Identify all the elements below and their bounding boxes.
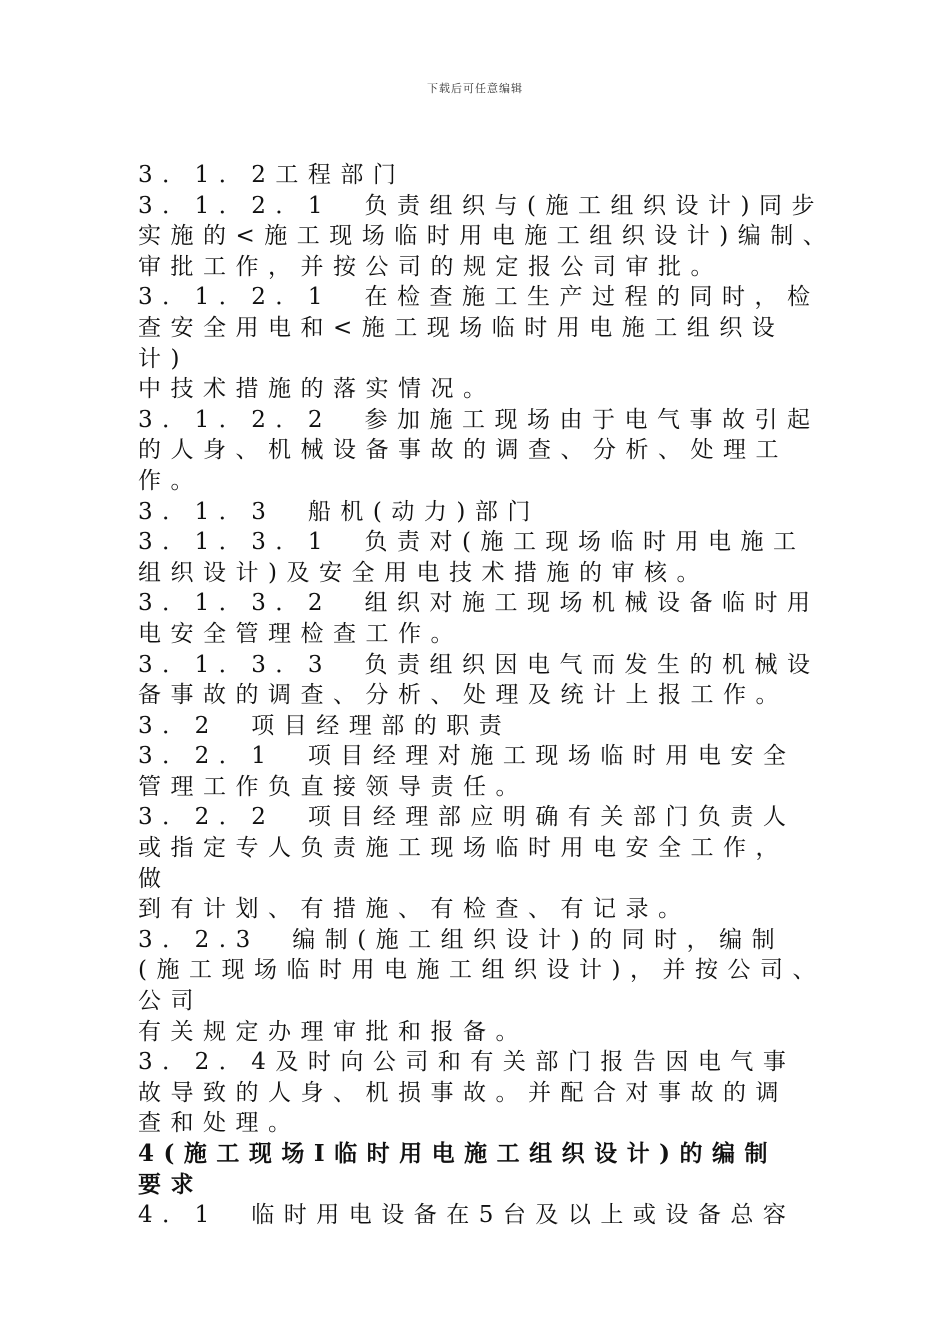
paragraph-line: 实施的<施工现场临时用电施工组织设计)编制、: [138, 223, 836, 250]
paragraph-line: 的人身、机械设备事故的调查、分析、处理工: [138, 437, 788, 464]
paragraph-line: 公司: [138, 988, 203, 1015]
paragraph-line: 中技术措施的落实情况。: [138, 376, 496, 403]
paragraph-line: 3．2．2 项目经理部应明确有关部门负责人: [138, 804, 796, 831]
paragraph-line: 查安全用电和<施工现场临时用电施工组织设: [138, 314, 785, 341]
paragraph-line: 3．1．3．2 组织对施工现场机械设备临时用: [138, 590, 820, 617]
page-header-note: 下载后可任意编辑: [427, 82, 523, 95]
paragraph-line: 3．2．4及时向公司和有关部门报告因电气事: [138, 1049, 796, 1076]
paragraph-line: 3．1．2．1 在检查施工生产过程的同时，检: [138, 284, 820, 311]
section-heading-4-cont: 要求: [138, 1170, 203, 1198]
paragraph-line: 备事故的调查、分析、处理及统计上报工作。: [138, 682, 788, 709]
paragraph-line: 或指定专人负责施工现场临时用电安全工作，: [138, 835, 788, 862]
section-heading-4: 4(施工现场I临时用电施工组织设计)的编制: [138, 1140, 778, 1167]
paragraph-line: 计): [138, 345, 189, 372]
paragraph-line: (施工现场临时用电施工组织设计)，并按公司、: [138, 957, 825, 984]
paragraph-line: 3．2.3 编制(施工组织设计)的同时，编制: [138, 926, 785, 953]
paragraph-line: 审批工作，并按公司的规定报公司审批。: [138, 253, 723, 280]
section-heading-3-1-3: 3．1．3 船机(动力)部门: [138, 498, 540, 525]
paragraph-line: 4．1 临时用电设备在5台及以上或设备总容: [138, 1202, 796, 1229]
paragraph-line: 故导致的人身、机损事故。并配合对事故的调: [138, 1079, 788, 1106]
paragraph-line: 组织设计)及安全用电技术措施的审核。: [138, 559, 709, 586]
paragraph-line: 3．2．1 项目经理对施工现场临时用电安全: [138, 743, 796, 770]
paragraph-line: 电安全管理检查工作。: [138, 620, 463, 647]
paragraph-line: 3．1．2．2 参加施工现场由于电气事故引起: [138, 406, 820, 433]
paragraph-line: 查和处理。: [138, 1110, 301, 1137]
section-heading-3-2: 3．2 项目经理部的职责: [138, 712, 512, 739]
paragraph-line: 3．1．3．1 负责对(施工现场临时用电施工: [138, 529, 806, 556]
document-body: [138, 160, 838, 1231]
paragraph-line: 3．1．3．3 负责组织因电气而发生的机械设: [138, 651, 820, 678]
paragraph-line: 有关规定办理审批和报备。: [138, 1018, 528, 1045]
paragraph-line: 做: [138, 865, 171, 892]
section-heading-3-1-2: 3．1．2工程部门: [138, 162, 406, 188]
paragraph-line: 3．1．2．1 负责组织与(施工组织设计)同步: [138, 192, 824, 219]
paragraph-line: 作。: [138, 467, 203, 494]
paragraph-line: 到有计划、有措施、有检查、有记录。: [138, 896, 691, 923]
paragraph-line: 管理工作负直接领导责任。: [138, 773, 528, 800]
